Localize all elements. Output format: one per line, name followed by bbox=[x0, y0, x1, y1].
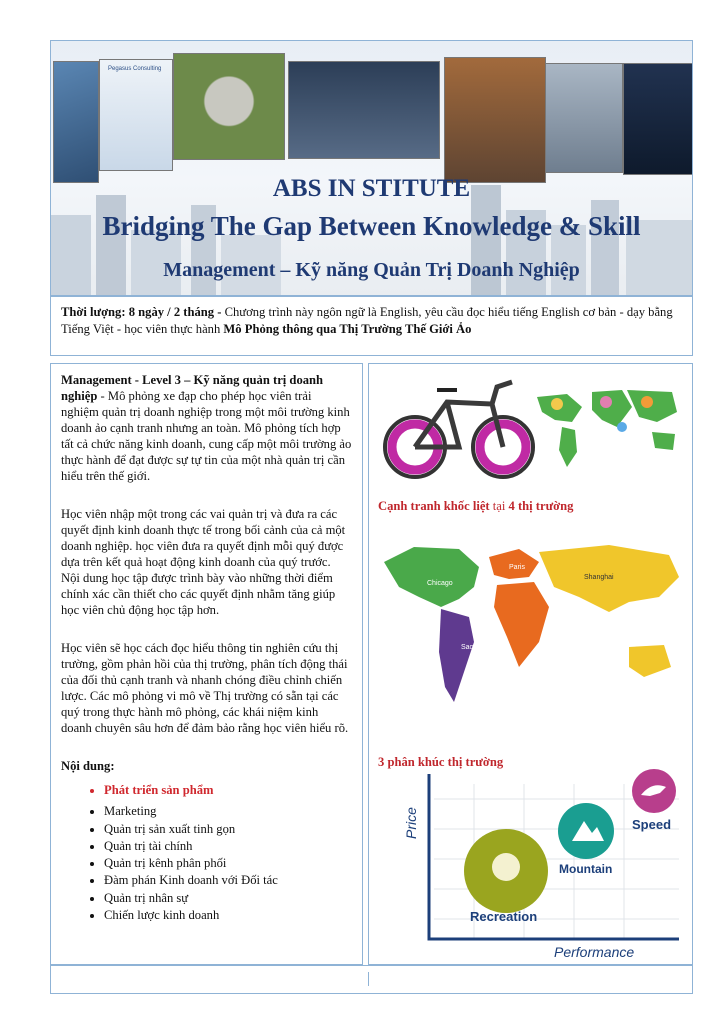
axis-x-label: Performance bbox=[554, 944, 635, 960]
list-item: • Đàm phán Kinh doanh với Đối tác bbox=[104, 872, 352, 888]
bicycle-map-image bbox=[377, 372, 687, 487]
content-list bbox=[61, 782, 352, 923]
photo-blueprint bbox=[99, 59, 173, 171]
header-banner bbox=[50, 40, 693, 296]
duration-emphasis: Mô Phỏng thông qua Thị Trường Thế Giới Ảo bbox=[223, 322, 472, 336]
markets-caption: Cạnh tranh khốc liệt tại 4 thị trường bbox=[378, 499, 574, 513]
photo-avatar bbox=[623, 63, 693, 175]
footer-bar bbox=[50, 965, 693, 994]
segments-caption: 3 phân khúc thị trường bbox=[378, 755, 504, 769]
photo-aerial-warehouse bbox=[173, 53, 285, 160]
list-item: • Quản trị tài chính bbox=[104, 838, 352, 854]
axis-y-label: Price bbox=[403, 807, 419, 839]
speed-segment-icon bbox=[632, 769, 676, 832]
world-map-small-icon bbox=[537, 390, 677, 467]
footer-divider bbox=[368, 972, 369, 986]
photo-building bbox=[53, 61, 99, 183]
list-item: • Phát triển sản phẩm bbox=[104, 782, 352, 798]
map-city-shanghai: Shanghai bbox=[584, 574, 614, 581]
course-title: Management – Kỹ năng Quản Trị Doanh Nghiệp bbox=[163, 259, 580, 281]
list-item: • Chiến lược kinh doanh bbox=[104, 907, 352, 923]
svg-text:Speed: Speed bbox=[632, 817, 672, 832]
world-markets-map bbox=[379, 537, 684, 717]
map-city-chicago: Chicago bbox=[427, 580, 453, 587]
photo-meeting-room bbox=[444, 57, 546, 183]
institute-title: ABS IN STITUTE bbox=[272, 175, 471, 202]
list-item: • Marketing bbox=[104, 803, 352, 819]
photo-office-worker bbox=[288, 61, 440, 159]
description-column bbox=[50, 363, 363, 965]
illustration-column bbox=[368, 363, 693, 965]
map-city-paris: Paris bbox=[509, 564, 525, 571]
map-city-sao-paulo: Sao Paulo bbox=[461, 644, 494, 651]
bicycle-icon bbox=[385, 382, 533, 477]
tagline: Bridging The Gap Between Knowledge & Skill bbox=[102, 211, 641, 241]
duration-text: Chương trình này ngôn ngữ là English, yêu cầu đọc hiểu tiếng English cơ bản - dạy bằng Tiếng Việt - học viên thực hành bbox=[61, 305, 673, 336]
list-item: • Quản trị nhân sự bbox=[104, 890, 352, 906]
market-segments-graphic bbox=[394, 769, 689, 964]
duration-box bbox=[50, 296, 693, 356]
intro-text: - Mô phỏng xe đạp cho phép học viên trải nghiệm quản trị doanh nghiệp trong một môi trường kinh doanh ảo cạnh tranh nhưng an toàn. Mô phỏng tích hợp tất cả chức năng kinh doanh, cung cấp một môi trường ảo thực hành để đạt được sự tự tin của một nhà quản trị cần hiểu trên thế giới. bbox=[61, 389, 352, 483]
level-heading: Management - Level 3 – Kỹ năng quản trị doanh nghiệp bbox=[61, 373, 324, 403]
list-item: • Quản trị sản xuất tinh gọn bbox=[104, 821, 352, 837]
intro-paragraph bbox=[61, 372, 352, 484]
recreation-segment-icon bbox=[464, 829, 548, 924]
market-research-paragraph: Học viên sẽ học cách đọc hiểu thông tin nghiên cứu thị trường, gồm phản hồi của thị trường, phân tích động thái của đối thủ cạnh tranh và nhanh chóng điều chỉnh chiến lược. Các mô phỏng vi mô về Thị trường có sẵn tại các quý trong thực hành mô phỏng, các khái niệm kinh doanh chuyên sâu hơn để đảm bảo rằng học viên hiểu rõ. bbox=[61, 641, 349, 735]
pegasus-logo-text: Pegasus Consulting bbox=[108, 66, 162, 72]
svg-text:Mountain: Mountain bbox=[559, 862, 613, 876]
photo-factory bbox=[545, 63, 623, 173]
svg-text:Recreation: Recreation bbox=[470, 909, 538, 924]
duration-label: Thời lượng: 8 ngày / 2 tháng - bbox=[61, 305, 225, 319]
content-title: Nội dung: bbox=[61, 759, 115, 773]
mountain-segment-icon bbox=[558, 803, 614, 876]
list-item: • Quản trị kênh phân phối bbox=[104, 855, 352, 871]
roles-paragraph: Học viên nhập một trong các vai quản trị và đưa ra các quyết định kinh doanh thực tế trong bối cảnh của cả một doanh nghiệp. học viên đưa ra quyết định mỗi quý được dựa trên kết quả hoạt động kinh doanh của quý trước. Nội dung học tập được trình bày vào những thời điểm chính xác cần thiết cho các quyết định nhằm tăng giúp học viên chủ động học tập hơn. bbox=[61, 507, 346, 617]
